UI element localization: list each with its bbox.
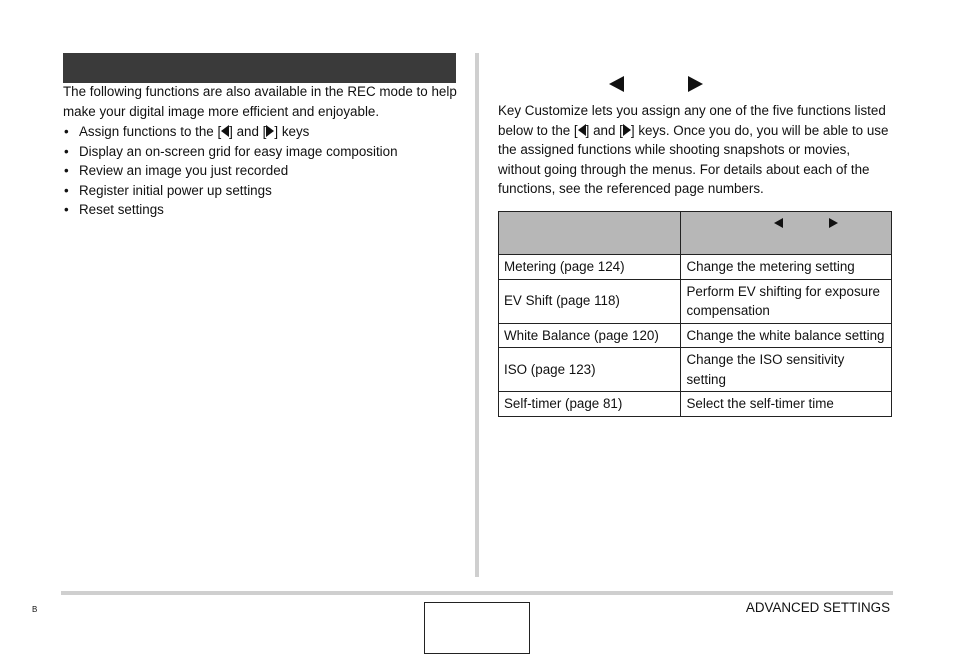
footer-section-title: ADVANCED SETTINGS xyxy=(745,600,890,615)
function-table xyxy=(498,211,892,417)
section-header-bar xyxy=(63,53,456,83)
list-item: • Register initial power up settings xyxy=(63,181,398,201)
function-cell: Change the ISO sensitivity setting xyxy=(681,348,892,392)
setting-cell: ISO (page 123) xyxy=(499,348,681,392)
table-header-cell xyxy=(499,212,681,255)
left-arrow-icon xyxy=(221,125,229,137)
function-cell: Perform EV shifting for exposure compensation xyxy=(681,279,892,323)
table-header-row xyxy=(499,212,892,255)
column-divider xyxy=(475,53,479,577)
list-item: • Review an image you just recorded xyxy=(63,161,398,181)
right-arrow-icon xyxy=(688,76,703,92)
function-cell: Change the white balance setting xyxy=(681,323,892,348)
setting-cell: Metering (page 124) xyxy=(499,255,681,280)
setting-cell: White Balance (page 120) xyxy=(499,323,681,348)
table-row xyxy=(499,323,892,348)
footer-marker: B xyxy=(32,605,38,614)
table-row xyxy=(499,279,892,323)
table-row xyxy=(499,255,892,280)
list-item: • Assign functions to the [ ] and [ ] keys xyxy=(63,122,398,142)
table-row xyxy=(499,348,892,392)
page-number-box xyxy=(424,602,530,654)
left-arrow-icon xyxy=(774,218,783,228)
feature-list xyxy=(63,122,398,220)
table-row xyxy=(499,392,892,417)
right-arrow-icon xyxy=(623,124,631,136)
function-cell: Change the metering setting xyxy=(681,255,892,280)
key-customize-description: Key Customize lets you assign any one of the five functions listed below to the [ ] and [ ] keys. Once you do, you will be able to use the assigned functions while shooting snapshots or movies, without going through the menus. For details about each of the functions, see the referenced page numbers. xyxy=(498,103,889,196)
setting-cell: Self-timer (page 81) xyxy=(499,392,681,417)
list-item: • Display an on-screen grid for easy image composition xyxy=(63,142,398,162)
left-arrow-icon xyxy=(578,124,586,136)
right-arrow-icon xyxy=(829,218,838,228)
intro-paragraph: The following functions are also available in the REC mode to help make your digital image more efficient and enjoyable. xyxy=(63,84,457,119)
function-cell: Select the self-timer time xyxy=(681,392,892,417)
table-header-cell xyxy=(681,212,892,255)
left-arrow-icon xyxy=(609,76,624,92)
footer-divider xyxy=(61,591,893,595)
list-item: • Reset settings xyxy=(63,200,398,220)
setting-cell: EV Shift (page 118) xyxy=(499,279,681,323)
